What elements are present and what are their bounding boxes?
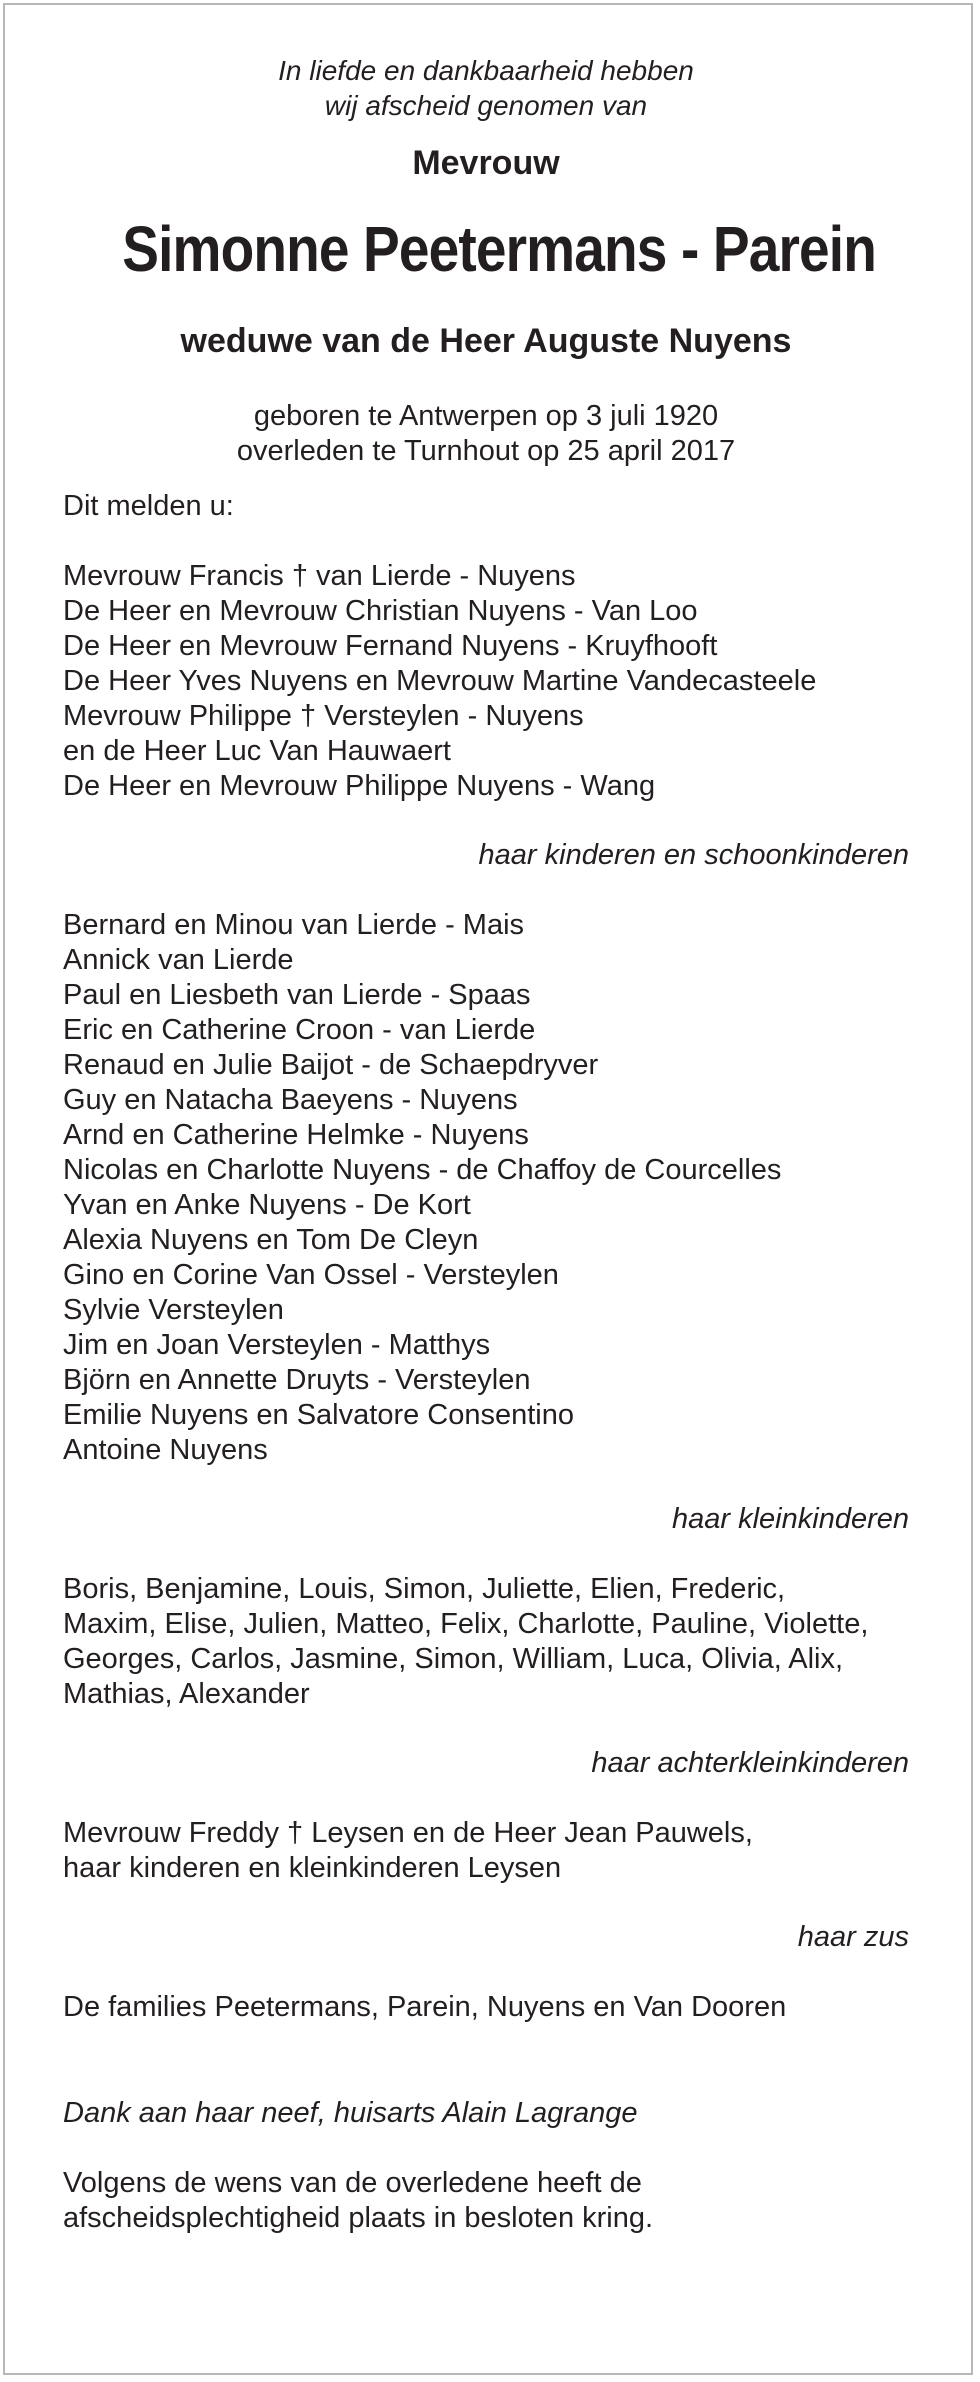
list-item: Yvan en Anke Nuyens - De Kort <box>63 1189 471 1221</box>
intro-text <box>63 53 909 123</box>
list-item: Jim en Joan Versteylen - Matthys <box>63 1329 491 1361</box>
list-item: De Heer en Mevrouw Philippe Nuyens - Wang <box>63 770 656 802</box>
list-item: Boris, Benjamine, Louis, Simon, Juliette, Elien, Frederic, <box>63 1573 786 1605</box>
intro-line: In liefde en dankbaarheid hebben <box>278 55 694 86</box>
great-grandchildren-label: haar achterkleinkinderen <box>591 1747 909 1779</box>
list-item: Björn en Annette Druyts - Versteylen <box>63 1364 531 1396</box>
list-item: Mathias, Alexander <box>63 1678 310 1710</box>
list-item: De Heer Yves Nuyens en Mevrouw Martine Vandecasteele <box>63 665 817 697</box>
intro-line: wij afscheid genomen van <box>324 90 648 121</box>
grandchildren-list <box>63 908 909 1468</box>
sister-list <box>63 1816 909 1886</box>
list-item: Emilie Nuyens en Salvatore Consentino <box>63 1399 574 1431</box>
list-item: Bernard en Minou van Lierde - Mais <box>63 909 525 941</box>
list-item: Annick van Lierde <box>63 944 294 976</box>
closing-line: Volgens de wens van de overledene heeft de <box>63 2167 642 2199</box>
list-item: De Heer en Mevrouw Fernand Nuyens - Kruyfhooft <box>63 630 718 662</box>
list-item: Renaud en Julie Baijot - de Schaepdryver <box>63 1049 599 1081</box>
list-item: Mevrouw Philippe † Versteylen - Nuyens <box>63 700 584 732</box>
birth-line: geboren te Antwerpen op 3 juli 1920 <box>253 400 719 432</box>
thanks-line: Dank aan haar neef, huisarts Alain Lagrange <box>63 2097 638 2129</box>
deceased-name: Simonne Peetermans - Parein <box>122 213 876 285</box>
closing-text <box>63 2166 909 2236</box>
grandchildren-label: haar kleinkinderen <box>672 1503 909 1535</box>
children-label: haar kinderen en schoonkinderen <box>478 839 909 871</box>
sister-label: haar zus <box>797 1921 909 1953</box>
list-item: Antoine Nuyens <box>63 1434 268 1466</box>
announce-line: Dit melden u: <box>63 490 234 522</box>
notice-frame <box>3 3 973 2375</box>
list-item: Nicolas en Charlotte Nuyens - de Chaffoy de Courcelles <box>63 1154 782 1186</box>
list-item: Paul en Liesbeth van Lierde - Spaas <box>63 979 531 1011</box>
list-item: Alexia Nuyens en Tom De Cleyn <box>63 1224 479 1256</box>
list-item: haar kinderen en kleinkinderen Leysen <box>63 1852 562 1884</box>
list-item: Georges, Carlos, Jasmine, Simon, William, Luca, Olivia, Alix, <box>63 1643 844 1675</box>
list-item: Maxim, Elise, Julien, Matteo, Felix, Charlotte, Pauline, Violette, <box>63 1608 869 1640</box>
honorific-title: Mevrouw <box>412 144 560 182</box>
children-list <box>63 559 909 804</box>
death-line: overleden te Turnhout op 25 april 2017 <box>236 435 736 467</box>
closing-line: afscheidsplechtigheid plaats in besloten kring. <box>63 2202 654 2234</box>
list-item: en de Heer Luc Van Hauwaert <box>63 735 451 767</box>
list-item: Arnd en Catherine Helmke - Nuyens <box>63 1119 529 1151</box>
notice-content <box>63 53 909 2236</box>
list-item: Eric en Catherine Croon - van Lierde <box>63 1014 536 1046</box>
families-line: De families Peetermans, Parein, Nuyens en Van Dooren <box>63 1991 787 2023</box>
life-dates <box>63 399 909 469</box>
widow-line: weduwe van de Heer Auguste Nuyens <box>180 322 792 360</box>
list-item: Sylvie Versteylen <box>63 1294 284 1326</box>
list-item: De Heer en Mevrouw Christian Nuyens - Van Loo <box>63 595 698 627</box>
list-item: Gino en Corine Van Ossel - Versteylen <box>63 1259 559 1291</box>
list-item: Mevrouw Francis † van Lierde - Nuyens <box>63 560 576 592</box>
list-item: Guy en Natacha Baeyens - Nuyens <box>63 1084 518 1116</box>
list-item: Mevrouw Freddy † Leysen en de Heer Jean Pauwels, <box>63 1817 753 1849</box>
great-grandchildren-list <box>63 1572 909 1712</box>
